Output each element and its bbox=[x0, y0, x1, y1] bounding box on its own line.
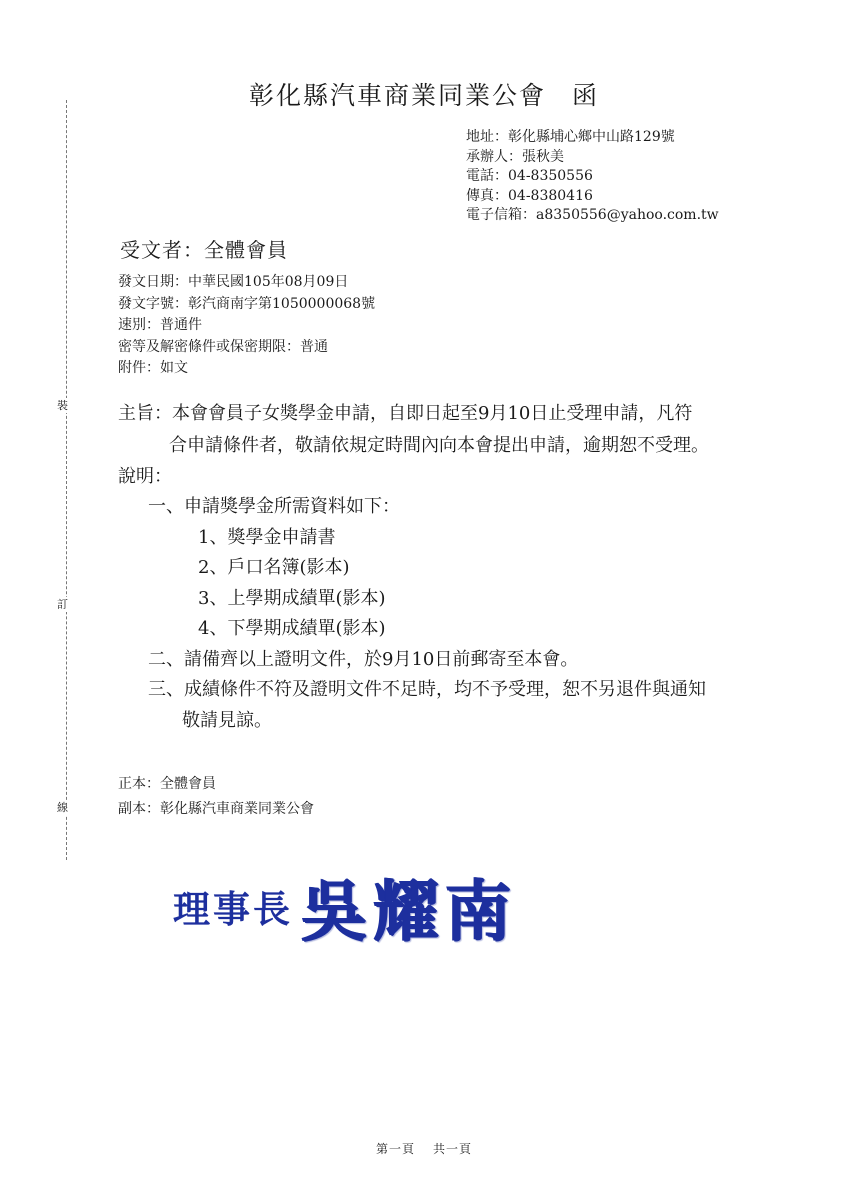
subitem-2: 2、戶口名簿(影本) bbox=[198, 557, 350, 578]
page-number: 第一頁 bbox=[375, 1142, 415, 1156]
page-total: 共一頁 bbox=[433, 1142, 473, 1156]
subitem-3: 3、上學期成績單(影本) bbox=[198, 587, 386, 609]
contact-handler: 承辦人：張秋美 bbox=[466, 148, 564, 165]
explanation-item-1: 一、申請獎學金所需資料如下： bbox=[148, 496, 400, 517]
contact-fax: 傳真：04-8380416 bbox=[466, 187, 593, 204]
copy-recipients: 副本：彰化縣汽車商業同業公會 bbox=[118, 801, 314, 817]
secrecy-level: 密等及解密條件或保密期限：普通 bbox=[118, 338, 328, 355]
subject-block bbox=[118, 398, 788, 462]
explanation-items bbox=[148, 492, 798, 736]
issue-date: 發文日期：中華民國105年08月09日 bbox=[118, 274, 349, 290]
attachment: 附件：如文 bbox=[118, 360, 188, 376]
document-number: 發文字號：彰汽商南字第1050000068號 bbox=[118, 295, 376, 312]
contact-address: 地址：彰化縣埔心鄉中山路129號 bbox=[466, 129, 675, 145]
signature-stamp bbox=[173, 858, 517, 953]
doc-type: 函 bbox=[572, 81, 600, 110]
explanation-item-3-line-1: 三、成績條件不符及證明文件不足時，均不予受理，恕不另退件與通知 bbox=[148, 679, 706, 700]
distribution-block bbox=[118, 772, 314, 822]
contact-phone: 電話：04-8350556 bbox=[466, 168, 593, 184]
subitem-1: 1、獎學金申請書 bbox=[198, 526, 336, 548]
explanation-item-3-line-2: 敬請見諒。 bbox=[182, 709, 272, 731]
subject-line-1: 主旨：本會會員子女獎學金申請，自即日起至9月10日止受理申請，凡符 bbox=[118, 403, 693, 424]
signature-name: 吳耀南 bbox=[301, 872, 517, 950]
recipient: 受文者：全體會員 bbox=[120, 238, 288, 262]
speed-class: 速別：普通件 bbox=[118, 317, 202, 333]
binding-mark-xian: 線 bbox=[57, 801, 68, 814]
original-recipients: 正本：全體會員 bbox=[118, 776, 216, 792]
subject-line-2: 合申請條件者，敬請依規定時間內向本會提出申請，逾期恕不受理。 bbox=[169, 435, 709, 456]
binding-mark-ding: 訂 bbox=[57, 598, 68, 611]
signature-role: 理事長 bbox=[173, 887, 293, 931]
binding-mark-zhuang: 裝 bbox=[57, 399, 68, 412]
contact-email: 電子信箱：a8350556@yahoo.com.tw bbox=[466, 207, 719, 223]
explanation-item-2: 二、請備齊以上證明文件，於9月10日前郵寄至本會。 bbox=[148, 648, 579, 670]
explanation-label: 說明： bbox=[118, 466, 172, 487]
document-title bbox=[0, 76, 848, 112]
subitem-4: 4、下學期成績單(影本) bbox=[198, 618, 386, 639]
meta-block bbox=[118, 272, 375, 380]
contact-block bbox=[466, 128, 719, 226]
page-footer bbox=[0, 1140, 848, 1157]
binding-line bbox=[66, 100, 67, 860]
org-name: 彰化縣汽車商業同業公會 bbox=[248, 81, 546, 110]
